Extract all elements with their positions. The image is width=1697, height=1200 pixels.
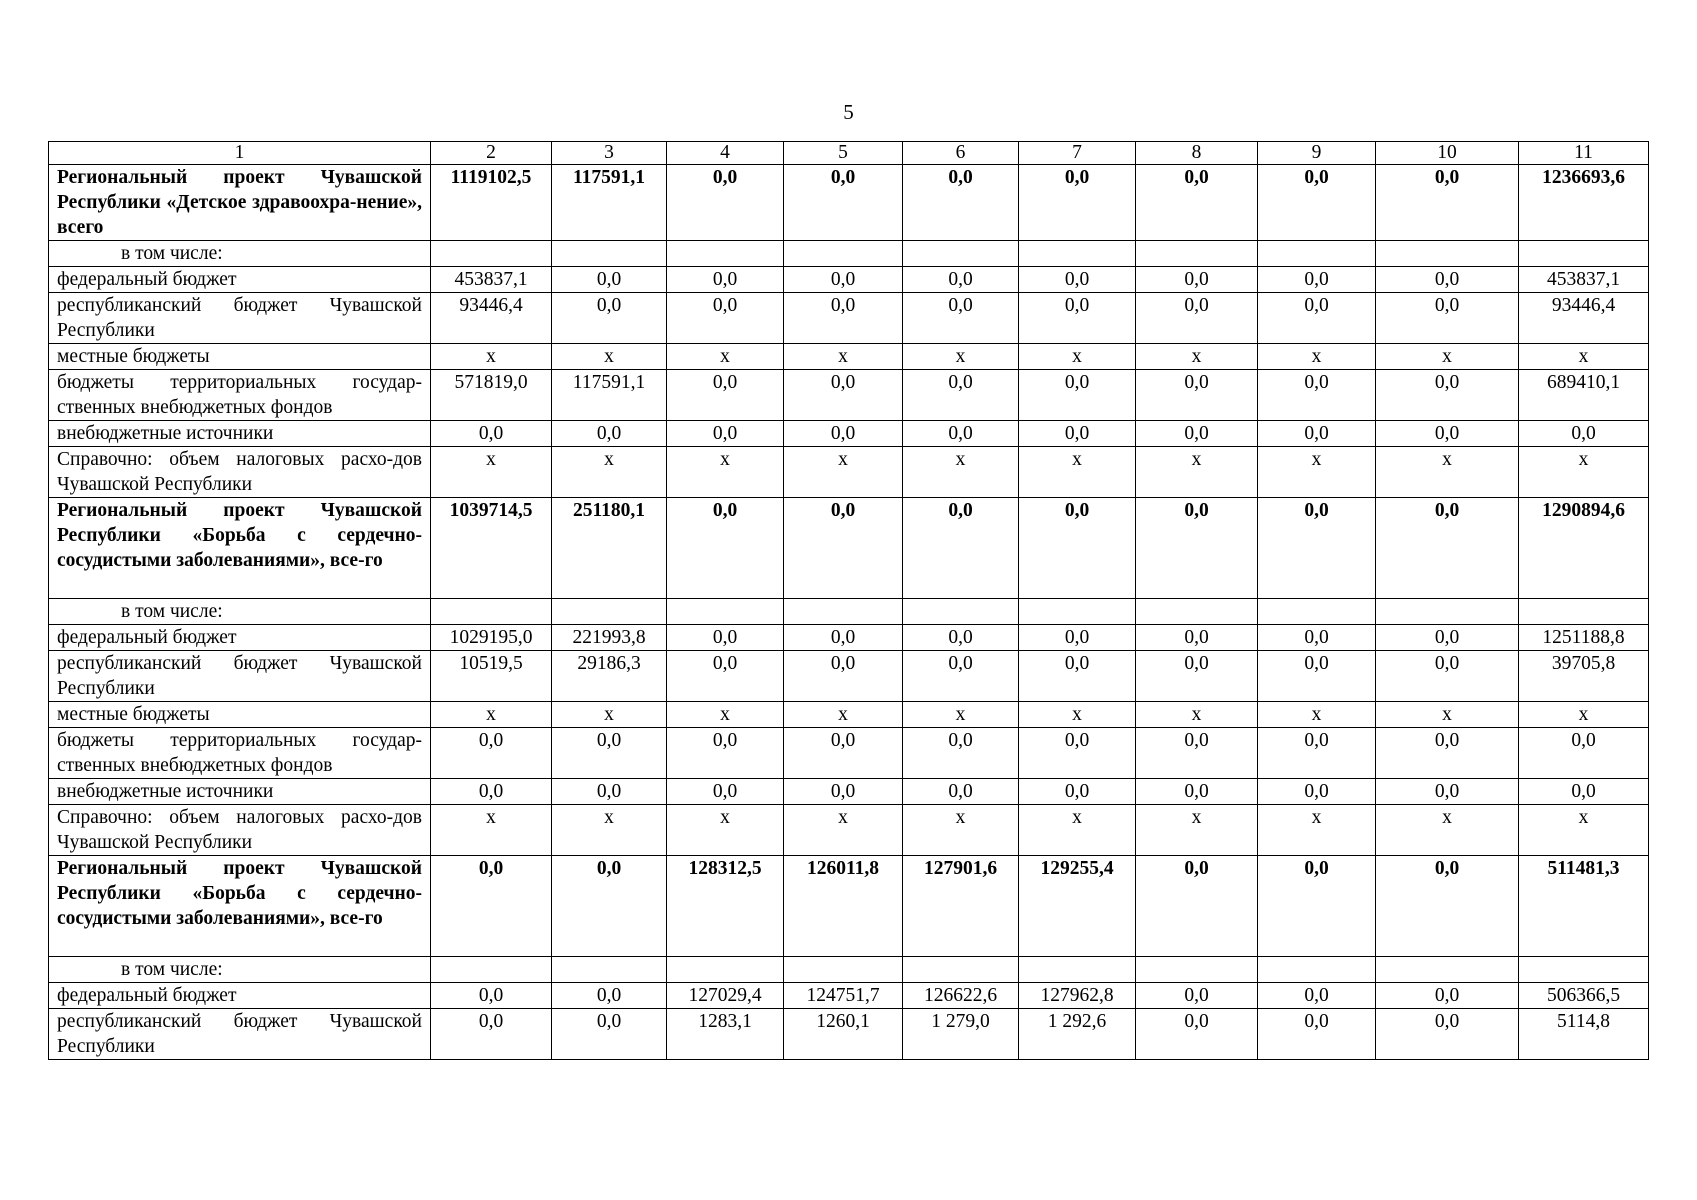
value-cell: 0,0 xyxy=(431,1009,552,1060)
value-cell xyxy=(784,599,903,625)
value-cell: x xyxy=(431,447,552,498)
value-cell: x xyxy=(1376,702,1519,728)
value-cell: 0,0 xyxy=(1376,728,1519,779)
value-cell: x xyxy=(552,447,667,498)
value-cell: 0,0 xyxy=(552,267,667,293)
column-number-header: 2 xyxy=(431,142,552,165)
value-cell: 571819,0 xyxy=(431,370,552,421)
value-cell: 39705,8 xyxy=(1519,651,1649,702)
value-cell: x xyxy=(784,447,903,498)
column-number-header: 4 xyxy=(667,142,784,165)
row-label: местные бюджеты xyxy=(49,344,431,370)
row-label: внебюджетные источники xyxy=(49,421,431,447)
subheading-label: в том числе: xyxy=(49,241,431,267)
table-row xyxy=(49,651,1649,702)
value-cell: 0,0 xyxy=(552,1009,667,1060)
value-cell: x xyxy=(1136,702,1258,728)
value-cell: x xyxy=(1376,344,1519,370)
column-number-header: 3 xyxy=(552,142,667,165)
value-cell: 117591,1 xyxy=(552,370,667,421)
value-cell: x xyxy=(903,447,1019,498)
value-cell: 0,0 xyxy=(552,293,667,344)
value-cell: 0,0 xyxy=(1258,728,1376,779)
budget-table xyxy=(48,141,1649,1060)
table-row xyxy=(49,447,1649,498)
value-cell: 0,0 xyxy=(1136,651,1258,702)
value-cell: 0,0 xyxy=(1136,779,1258,805)
value-cell: 0,0 xyxy=(1376,421,1519,447)
value-cell: 129255,4 xyxy=(1019,856,1136,957)
value-cell: 93446,4 xyxy=(1519,293,1649,344)
value-cell: 0,0 xyxy=(1019,779,1136,805)
value-cell: x xyxy=(1019,447,1136,498)
value-cell: 0,0 xyxy=(1519,421,1649,447)
value-cell: x xyxy=(1376,447,1519,498)
subheading-label: в том числе: xyxy=(49,957,431,983)
value-cell: x xyxy=(784,702,903,728)
value-cell: 0,0 xyxy=(1258,1009,1376,1060)
value-cell: 0,0 xyxy=(1019,293,1136,344)
value-cell: 0,0 xyxy=(1376,983,1519,1009)
value-cell: 0,0 xyxy=(1136,370,1258,421)
value-cell xyxy=(552,957,667,983)
row-label: республиканский бюджет Чувашской Республики xyxy=(49,1009,431,1060)
table-row xyxy=(49,370,1649,421)
table-row xyxy=(49,241,1649,267)
value-cell: 127962,8 xyxy=(1019,983,1136,1009)
value-cell: 0,0 xyxy=(784,293,903,344)
value-cell xyxy=(431,599,552,625)
column-number-header: 9 xyxy=(1258,142,1376,165)
value-cell: 0,0 xyxy=(1019,165,1136,241)
value-cell: 1029195,0 xyxy=(431,625,552,651)
value-cell: 0,0 xyxy=(1258,625,1376,651)
value-cell: 0,0 xyxy=(1019,267,1136,293)
row-label: Справочно: объем налоговых расхо-дов Чувашской Республики xyxy=(49,805,431,856)
value-cell: 0,0 xyxy=(1136,856,1258,957)
column-number-header: 5 xyxy=(784,142,903,165)
value-cell: 0,0 xyxy=(1136,498,1258,599)
row-label: республиканский бюджет Чувашской Республики xyxy=(49,651,431,702)
subheading-label: в том числе: xyxy=(49,599,431,625)
value-cell xyxy=(552,599,667,625)
value-cell xyxy=(1136,957,1258,983)
value-cell: 0,0 xyxy=(1376,856,1519,957)
value-cell: x xyxy=(1258,447,1376,498)
row-label: бюджеты территориальных государ-ственных внебюджетных фондов xyxy=(49,370,431,421)
value-cell: 0,0 xyxy=(431,779,552,805)
value-cell: 29186,3 xyxy=(552,651,667,702)
value-cell: 0,0 xyxy=(431,983,552,1009)
value-cell: 1251188,8 xyxy=(1519,625,1649,651)
value-cell: 0,0 xyxy=(1258,421,1376,447)
value-cell: 0,0 xyxy=(1258,267,1376,293)
value-cell: 0,0 xyxy=(552,983,667,1009)
column-number-header-row xyxy=(49,142,1649,165)
value-cell: 0,0 xyxy=(552,421,667,447)
value-cell: x xyxy=(552,344,667,370)
value-cell: 0,0 xyxy=(903,498,1019,599)
row-label: бюджеты территориальных государ-ственных внебюджетных фондов xyxy=(49,728,431,779)
value-cell: 0,0 xyxy=(784,421,903,447)
value-cell: 0,0 xyxy=(784,267,903,293)
value-cell: 0,0 xyxy=(1258,779,1376,805)
value-cell: 0,0 xyxy=(1136,267,1258,293)
value-cell xyxy=(1258,957,1376,983)
value-cell xyxy=(1258,241,1376,267)
value-cell: 0,0 xyxy=(667,267,784,293)
row-label: местные бюджеты xyxy=(49,702,431,728)
value-cell: 0,0 xyxy=(1136,1009,1258,1060)
value-cell xyxy=(1376,241,1519,267)
value-cell: 0,0 xyxy=(667,421,784,447)
row-label: федеральный бюджет xyxy=(49,983,431,1009)
value-cell: 0,0 xyxy=(1258,856,1376,957)
row-label: внебюджетные источники xyxy=(49,779,431,805)
value-cell: 0,0 xyxy=(1376,1009,1519,1060)
value-cell: x xyxy=(1258,344,1376,370)
value-cell: 0,0 xyxy=(1376,651,1519,702)
table-row xyxy=(49,1009,1649,1060)
table-row xyxy=(49,983,1649,1009)
value-cell: x xyxy=(667,805,784,856)
value-cell xyxy=(1258,599,1376,625)
value-cell xyxy=(1519,957,1649,983)
value-cell: x xyxy=(1519,805,1649,856)
value-cell: 0,0 xyxy=(667,498,784,599)
value-cell: 0,0 xyxy=(784,498,903,599)
value-cell: 0,0 xyxy=(1019,421,1136,447)
value-cell: 0,0 xyxy=(903,370,1019,421)
value-cell: 1 292,6 xyxy=(1019,1009,1136,1060)
value-cell xyxy=(784,241,903,267)
value-cell: 1260,1 xyxy=(784,1009,903,1060)
value-cell: 0,0 xyxy=(431,856,552,957)
value-cell: x xyxy=(667,702,784,728)
value-cell: 0,0 xyxy=(1136,293,1258,344)
value-cell xyxy=(1376,599,1519,625)
value-cell: 0,0 xyxy=(1519,728,1649,779)
value-cell: 0,0 xyxy=(1136,625,1258,651)
value-cell: 0,0 xyxy=(1376,498,1519,599)
value-cell xyxy=(667,599,784,625)
value-cell: 0,0 xyxy=(1019,370,1136,421)
value-cell: 128312,5 xyxy=(667,856,784,957)
value-cell: 1290894,6 xyxy=(1519,498,1649,599)
value-cell xyxy=(1019,957,1136,983)
value-cell: 0,0 xyxy=(1376,267,1519,293)
value-cell: x xyxy=(1019,805,1136,856)
value-cell: 453837,1 xyxy=(1519,267,1649,293)
value-cell: x xyxy=(552,702,667,728)
table-row xyxy=(49,344,1649,370)
value-cell: x xyxy=(1136,805,1258,856)
table-row xyxy=(49,728,1649,779)
value-cell: 0,0 xyxy=(1136,728,1258,779)
value-cell: 127901,6 xyxy=(903,856,1019,957)
value-cell xyxy=(1019,599,1136,625)
row-label: Региональный проект Чувашской Республики «Борьба с сердечно-сосудистыми заболеваниями», все-го xyxy=(49,498,431,599)
value-cell xyxy=(903,599,1019,625)
table-row xyxy=(49,805,1649,856)
value-cell: x xyxy=(552,805,667,856)
table-row xyxy=(49,957,1649,983)
value-cell: 0,0 xyxy=(1258,651,1376,702)
value-cell: x xyxy=(431,344,552,370)
value-cell xyxy=(1519,599,1649,625)
value-cell: x xyxy=(903,702,1019,728)
value-cell xyxy=(903,957,1019,983)
value-cell: 0,0 xyxy=(667,728,784,779)
table-row xyxy=(49,625,1649,651)
value-cell: 0,0 xyxy=(667,779,784,805)
value-cell: 0,0 xyxy=(903,165,1019,241)
column-number-header: 1 xyxy=(49,142,431,165)
table-row xyxy=(49,421,1649,447)
value-cell: 0,0 xyxy=(1258,293,1376,344)
value-cell: 1236693,6 xyxy=(1519,165,1649,241)
value-cell: x xyxy=(431,702,552,728)
value-cell: 0,0 xyxy=(667,651,784,702)
value-cell: 0,0 xyxy=(784,625,903,651)
value-cell: x xyxy=(1019,344,1136,370)
value-cell: 0,0 xyxy=(1019,625,1136,651)
value-cell: 5114,8 xyxy=(1519,1009,1649,1060)
table-row xyxy=(49,165,1649,241)
table-row xyxy=(49,267,1649,293)
column-number-header: 11 xyxy=(1519,142,1649,165)
row-label: Справочно: объем налоговых расхо-дов Чувашской Республики xyxy=(49,447,431,498)
value-cell: 0,0 xyxy=(552,728,667,779)
value-cell: 1 279,0 xyxy=(903,1009,1019,1060)
value-cell: 0,0 xyxy=(784,779,903,805)
value-cell: 0,0 xyxy=(1019,651,1136,702)
value-cell: 0,0 xyxy=(1136,983,1258,1009)
value-cell: x xyxy=(784,805,903,856)
value-cell xyxy=(1136,241,1258,267)
value-cell xyxy=(667,241,784,267)
value-cell: 0,0 xyxy=(667,625,784,651)
value-cell: x xyxy=(1136,447,1258,498)
value-cell: 506366,5 xyxy=(1519,983,1649,1009)
value-cell: 511481,3 xyxy=(1519,856,1649,957)
value-cell: 10519,5 xyxy=(431,651,552,702)
value-cell: 0,0 xyxy=(903,651,1019,702)
value-cell xyxy=(1019,241,1136,267)
table-row xyxy=(49,702,1649,728)
value-cell: x xyxy=(667,344,784,370)
value-cell: 0,0 xyxy=(784,728,903,779)
value-cell: x xyxy=(1258,805,1376,856)
value-cell: 221993,8 xyxy=(552,625,667,651)
value-cell: 0,0 xyxy=(784,651,903,702)
table-row xyxy=(49,779,1649,805)
value-cell: 0,0 xyxy=(903,779,1019,805)
table-row xyxy=(49,599,1649,625)
value-cell: 0,0 xyxy=(1136,421,1258,447)
value-cell: 1119102,5 xyxy=(431,165,552,241)
value-cell: 0,0 xyxy=(1376,779,1519,805)
value-cell: x xyxy=(431,805,552,856)
value-cell: 0,0 xyxy=(1258,983,1376,1009)
value-cell: 0,0 xyxy=(1019,728,1136,779)
value-cell: 0,0 xyxy=(667,293,784,344)
value-cell: x xyxy=(784,344,903,370)
table-row xyxy=(49,498,1649,599)
value-cell: 126011,8 xyxy=(784,856,903,957)
value-cell: 0,0 xyxy=(784,165,903,241)
value-cell: 0,0 xyxy=(1376,165,1519,241)
value-cell: 0,0 xyxy=(667,165,784,241)
value-cell xyxy=(1136,599,1258,625)
row-label: Региональный проект Чувашской Республики «Детское здравоохра-нение», всего xyxy=(49,165,431,241)
table-row xyxy=(49,293,1649,344)
value-cell: 0,0 xyxy=(1376,625,1519,651)
value-cell: 0,0 xyxy=(903,625,1019,651)
row-label: федеральный бюджет xyxy=(49,267,431,293)
value-cell: 0,0 xyxy=(903,267,1019,293)
value-cell: x xyxy=(667,447,784,498)
value-cell: 0,0 xyxy=(431,728,552,779)
table-row xyxy=(49,856,1649,957)
value-cell: 93446,4 xyxy=(431,293,552,344)
value-cell: 127029,4 xyxy=(667,983,784,1009)
value-cell: 0,0 xyxy=(1258,498,1376,599)
column-number-header: 10 xyxy=(1376,142,1519,165)
value-cell: 0,0 xyxy=(1019,498,1136,599)
value-cell: 0,0 xyxy=(667,370,784,421)
column-number-header: 6 xyxy=(903,142,1019,165)
page-number: 5 xyxy=(843,100,854,124)
value-cell xyxy=(1376,957,1519,983)
value-cell xyxy=(667,957,784,983)
value-cell: 124751,7 xyxy=(784,983,903,1009)
column-number-header: 7 xyxy=(1019,142,1136,165)
value-cell: x xyxy=(1136,344,1258,370)
value-cell: 1283,1 xyxy=(667,1009,784,1060)
value-cell: x xyxy=(1519,447,1649,498)
value-cell: 0,0 xyxy=(552,779,667,805)
value-cell: 0,0 xyxy=(1258,370,1376,421)
value-cell xyxy=(784,957,903,983)
value-cell: 0,0 xyxy=(1519,779,1649,805)
value-cell xyxy=(431,957,552,983)
value-cell: 0,0 xyxy=(903,421,1019,447)
column-number-header: 8 xyxy=(1136,142,1258,165)
value-cell xyxy=(1519,241,1649,267)
value-cell: 0,0 xyxy=(903,728,1019,779)
value-cell: 126622,6 xyxy=(903,983,1019,1009)
row-label: Региональный проект Чувашской Республики «Борьба с сердечно-сосудистыми заболеваниями», все-го xyxy=(49,856,431,957)
value-cell: x xyxy=(1519,344,1649,370)
value-cell: x xyxy=(1258,702,1376,728)
table-body xyxy=(49,142,1649,1060)
value-cell: 0,0 xyxy=(431,421,552,447)
value-cell: 0,0 xyxy=(552,856,667,957)
value-cell: 0,0 xyxy=(903,293,1019,344)
value-cell: x xyxy=(1519,702,1649,728)
value-cell xyxy=(431,241,552,267)
value-cell: 117591,1 xyxy=(552,165,667,241)
value-cell: 251180,1 xyxy=(552,498,667,599)
row-label: республиканский бюджет Чувашской Республики xyxy=(49,293,431,344)
value-cell: 0,0 xyxy=(1376,370,1519,421)
value-cell: x xyxy=(1019,702,1136,728)
row-label: федеральный бюджет xyxy=(49,625,431,651)
value-cell xyxy=(903,241,1019,267)
value-cell: 689410,1 xyxy=(1519,370,1649,421)
value-cell: x xyxy=(1376,805,1519,856)
value-cell: 1039714,5 xyxy=(431,498,552,599)
value-cell: x xyxy=(903,344,1019,370)
value-cell: 0,0 xyxy=(1136,165,1258,241)
value-cell: 453837,1 xyxy=(431,267,552,293)
value-cell: x xyxy=(903,805,1019,856)
value-cell: 0,0 xyxy=(784,370,903,421)
value-cell: 0,0 xyxy=(1376,293,1519,344)
value-cell: 0,0 xyxy=(1258,165,1376,241)
value-cell xyxy=(552,241,667,267)
